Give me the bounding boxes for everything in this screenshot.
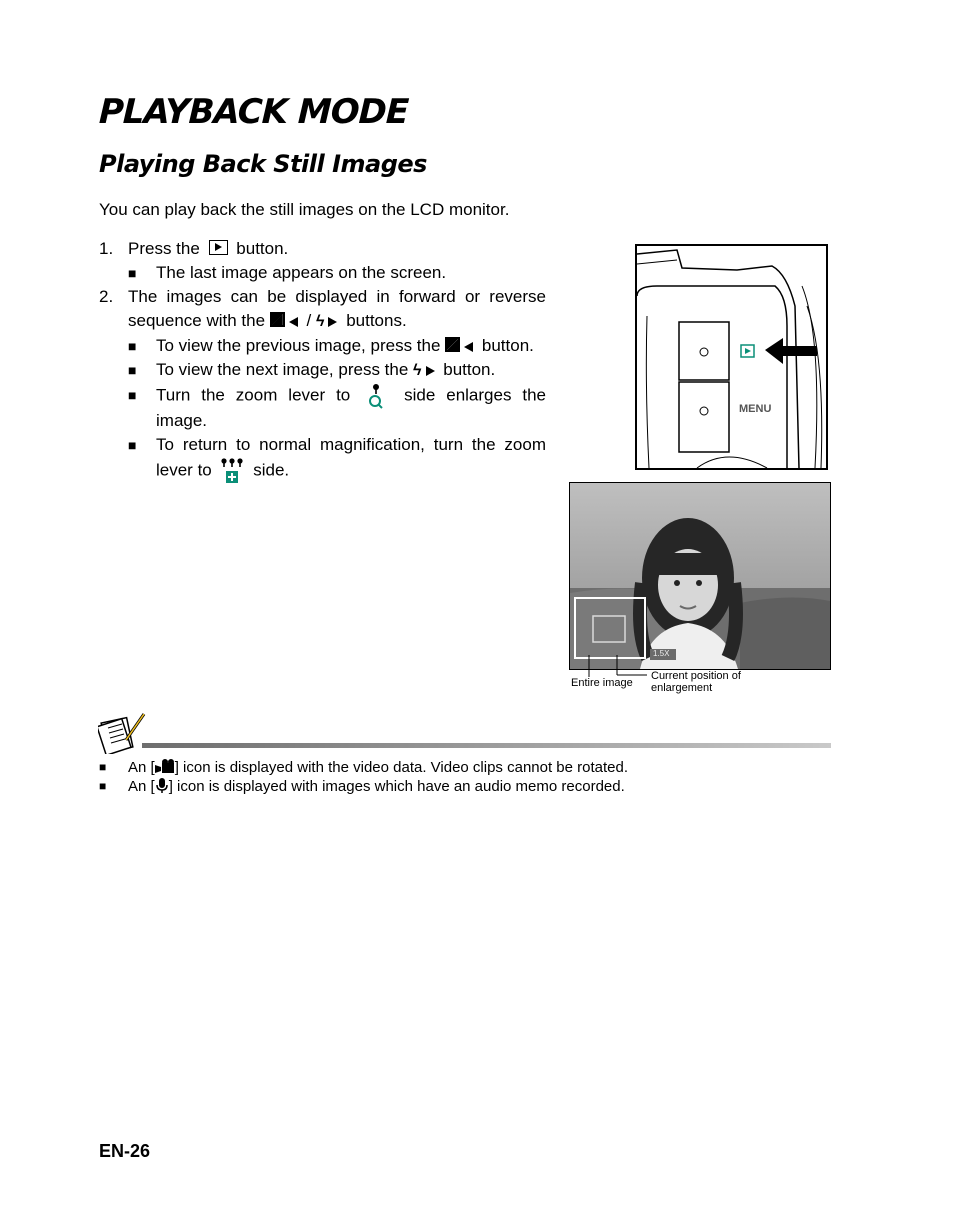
caption-entire-image: Entire image xyxy=(571,677,633,689)
page-number: EN-26 xyxy=(99,1141,151,1161)
right-arrow-icon xyxy=(426,366,435,376)
note-divider xyxy=(142,743,831,748)
step-2-bullet-1: ■ To view the previous image, press the button. xyxy=(99,334,546,358)
step-1-post: button. xyxy=(236,239,289,258)
photo-image xyxy=(570,483,830,669)
step-number: 1. xyxy=(99,239,114,258)
bullet-square-icon: ■ xyxy=(99,779,107,793)
bullet-square-icon: ■ xyxy=(128,362,137,378)
steps-list xyxy=(99,237,546,485)
playback-photo xyxy=(569,482,831,670)
note-item-audio: ■ An [ ] icon is displayed with images which have an audio memo recorded. xyxy=(99,778,625,795)
right-arrow-icon xyxy=(328,317,337,327)
flash-icon: ϟ xyxy=(413,362,422,379)
intro-text: You can play back the still images on the LCD monitor. xyxy=(99,200,510,219)
step-1 xyxy=(99,237,546,261)
notes-list xyxy=(99,758,628,796)
microphone-icon xyxy=(155,777,169,794)
camera-body-drawing xyxy=(637,246,826,468)
bullet-square-icon: ■ xyxy=(99,760,107,774)
bullet-square-icon: ■ xyxy=(128,265,137,281)
note-item-video: ■ An [ ] icon is displayed with the video data. Video clips cannot be rotated. xyxy=(99,759,629,776)
bullet-square-icon: ■ xyxy=(128,338,137,354)
step-1-pre: Press the xyxy=(128,239,200,258)
camera-illustration xyxy=(635,244,828,470)
page-title: PLAYBACK MODE xyxy=(98,92,409,132)
step-number: 2. xyxy=(99,287,114,306)
note-pad-icon xyxy=(98,710,148,754)
caption-current-position: Current position of enlargement xyxy=(651,670,741,694)
bullet-square-icon: ■ xyxy=(128,387,137,403)
menu-label: MENU xyxy=(739,403,772,415)
left-arrow-icon xyxy=(464,342,473,352)
video-camera-icon xyxy=(155,758,175,774)
zoom-wide-icon xyxy=(219,457,245,485)
step-2-bullet-3: ■ Turn the zoom lever to side enlarges the image. xyxy=(99,383,546,433)
step-2-bullet-4: ■ To return to normal magnification, turn the zoom lever to side. xyxy=(99,433,546,485)
bullet-square-icon: ■ xyxy=(128,437,137,453)
left-arrow-icon xyxy=(289,317,298,327)
step-2-bullet-2: ■ To view the next image, press the ϟ button. xyxy=(99,358,546,383)
exposure-icon xyxy=(270,312,285,327)
flash-icon: ϟ xyxy=(315,313,325,330)
zoom-badge: 1.5X xyxy=(653,649,670,658)
exposure-icon xyxy=(445,337,460,352)
zoom-tele-icon xyxy=(367,383,387,409)
playback-button-icon xyxy=(209,240,228,255)
step-1-bullet: ■ The last image appears on the screen. xyxy=(99,261,546,285)
step-2: 2. The images can be displayed in forward or reverse sequence with the / ϟ buttons. xyxy=(99,285,546,334)
section-title: Playing Back Still Images xyxy=(99,150,427,178)
